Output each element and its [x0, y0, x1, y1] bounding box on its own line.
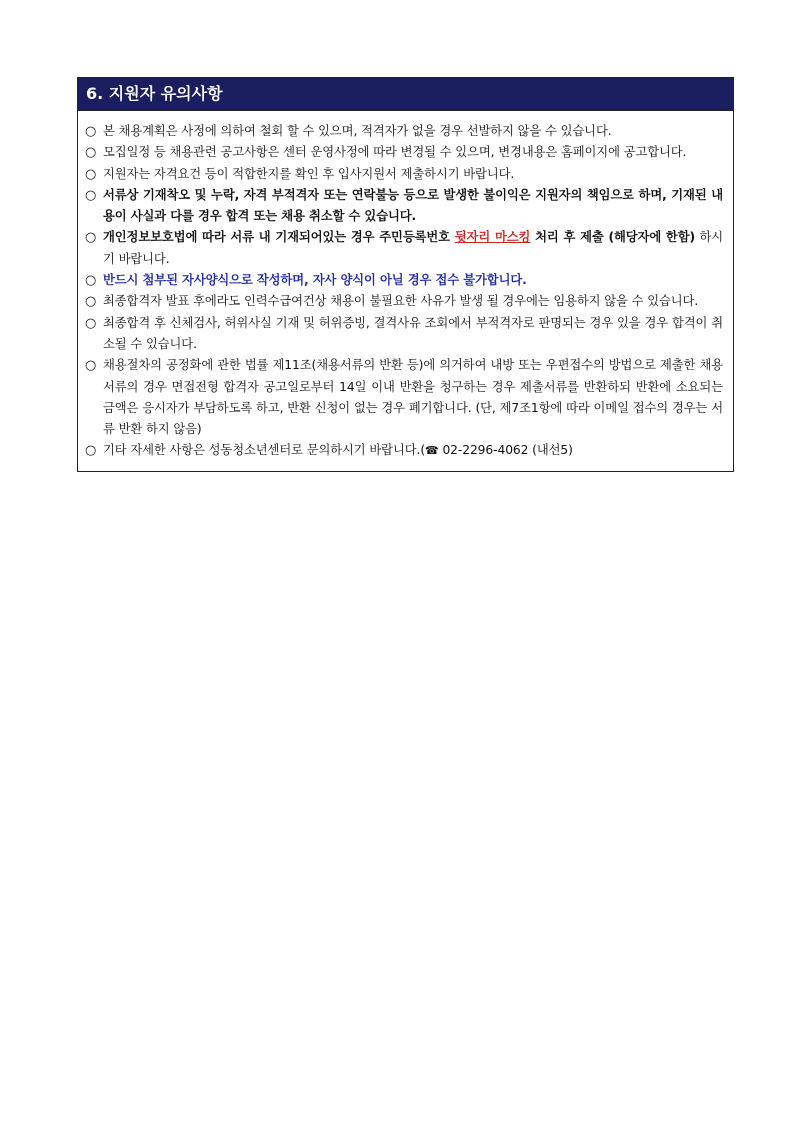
- phone-number: 02-2296-4062 (내선5): [438, 443, 573, 458]
- item-text: [103, 440, 723, 461]
- list-item: [85, 440, 723, 461]
- item-text: 채용절차의 공정화에 관한 법률 제11조(채용서류의 반환 등)에 의거하여 내방 또는 우편접수의 방법으로 제출한 채용서류의 경우 면접전형 합격자 공고일로부터 14일 이내 반환을 청구하는 경우 제출서류를 반환하되 반환에 소요되는 금액은 응시자가 부담하도록 하고, 반환 신청이 없는 경우 폐기합니다. (단, 제7조1항에 따라 이메일 접수의 경우는 서류 반환 하지 않음): [103, 358, 723, 437]
- circle-bullet-icon: ○: [85, 294, 97, 310]
- list-item: [85, 291, 723, 312]
- item-text: 본 채용계획은 사정에 의하여 철회 할 수 있으며, 적격자가 없을 경우 선발하지 않을 수 있습니다.: [103, 124, 612, 138]
- item-text: [103, 227, 723, 270]
- circle-bullet-icon: ○: [85, 145, 97, 161]
- list-item: [85, 142, 723, 163]
- list-item: [85, 355, 723, 440]
- list-item: [85, 164, 723, 185]
- circle-bullet-icon: ○: [85, 124, 97, 139]
- item-text: 최종합격 후 신체검사, 허위사실 기재 및 허위증빙, 결격사유 조회에서 부적격자로 판명되는 경우 있을 경우 합격이 취소될 수 있습니다.: [103, 315, 723, 351]
- list-item: [85, 121, 723, 142]
- list-item: [85, 185, 723, 228]
- item-text: 지원자는 자격요건 등이 적합한지를 확인 후 입사지원서 제출하시기 바랍니다.: [103, 166, 515, 181]
- circle-bullet-icon: ○: [85, 273, 97, 289]
- item-text: 최종합격자 발표 후에라도 인력수급여건상 채용이 불필요한 사유가 발생 될 경우에는 임용하지 않을 수 있습니다.: [103, 294, 699, 309]
- circle-bullet-icon: ○: [85, 315, 97, 331]
- notice-box: [77, 77, 734, 472]
- item-text-part: 처리 후 제출 (해당자에 한함): [530, 230, 695, 245]
- circle-bullet-icon: ○: [85, 443, 97, 459]
- masking-highlight: 뒷자리 마스킹: [454, 230, 531, 245]
- list-item: [85, 313, 723, 356]
- circle-bullet-icon: ○: [85, 166, 97, 182]
- item-text: 반드시 첨부된 자사양식으로 작성하며, 자사 양식이 아닐 경우 접수 불가합니다.: [103, 273, 527, 288]
- circle-bullet-icon: ○: [85, 358, 97, 374]
- item-text-part: 개인정보보호법에 따라 서류 내 기재되어있는 경우 주민등록번호: [103, 230, 455, 245]
- phone-icon: ☎: [425, 444, 439, 458]
- item-text-part: 기타 자세한 사항은 성동청소년센터로 문의하시기 바랍니다.(: [103, 443, 426, 458]
- item-text: 서류상 기재착오 및 누락, 자격 부적격자 또는 연락불능 등으로 발생한 불이익은 지원자의 책임으로 하며, 기재된 내용이 사실과 다를 경우 합격 또는 채용 취소할 수 있습니다.: [103, 187, 723, 224]
- circle-bullet-icon: ○: [85, 187, 97, 203]
- list-item: [85, 270, 723, 291]
- section-title: 6. 지원자 유의사항: [78, 78, 733, 111]
- item-text: 모집일정 등 채용관련 공고사항은 센터 운영사정에 따라 변경될 수 있으며, 변경내용은 홈페이지에 공고합니다.: [103, 145, 687, 160]
- item-text-part: 하시기 바랍니다.: [103, 230, 724, 266]
- list-item: [85, 227, 723, 270]
- notice-list: [78, 111, 733, 471]
- circle-bullet-icon: ○: [85, 230, 97, 246]
